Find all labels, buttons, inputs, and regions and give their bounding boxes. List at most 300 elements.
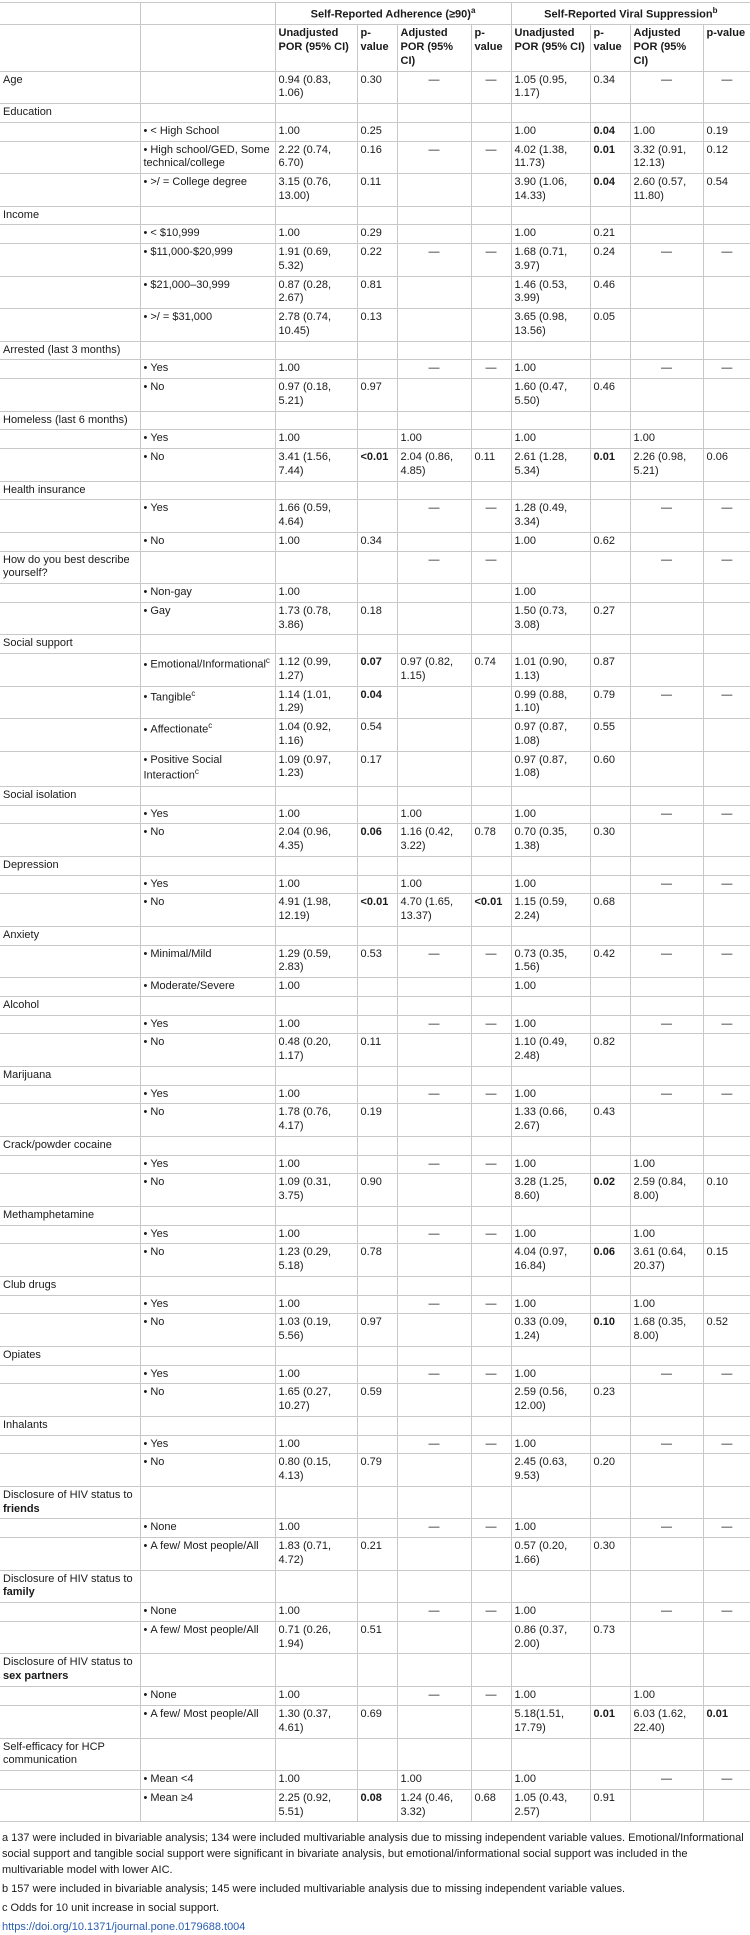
level-label: • Yes <box>140 1365 275 1384</box>
variable-label: Health insurance <box>0 481 140 500</box>
pvalue-cell <box>590 1519 630 1538</box>
por-cell: 2.26 (0.98, 5.21) <box>630 449 703 482</box>
por-cell: 3.32 (0.91, 12.13) <box>630 141 703 174</box>
por-cell: 1.00 <box>630 1687 703 1706</box>
level-label: • $11,000-$20,999 <box>140 244 275 277</box>
pvalue-cell: 0.62 <box>590 532 630 551</box>
por-cell <box>275 1416 357 1435</box>
por-cell: — <box>630 875 703 894</box>
pvalue-cell: <0.01 <box>357 449 397 482</box>
por-cell <box>397 225 471 244</box>
pvalue-cell <box>590 1435 630 1454</box>
header-blank <box>140 25 275 71</box>
pvalue-cell: 0.12 <box>703 141 750 174</box>
variable-label <box>0 500 140 533</box>
level-label: • Yes <box>140 1155 275 1174</box>
por-cell <box>630 379 703 412</box>
por-cell: 2.60 (0.57, 11.80) <box>630 174 703 207</box>
table-row <box>0 786 750 805</box>
variable-label <box>0 719 140 752</box>
pvalue-cell: 0.34 <box>357 532 397 551</box>
table-row <box>0 1206 750 1225</box>
pvalue-cell <box>357 1295 397 1314</box>
pvalue-cell <box>471 875 511 894</box>
doi-link[interactable]: https://doi.org/10.1371/journal.pone.0179688.t004 <box>2 1921 246 1933</box>
pvalue-cell <box>703 276 750 309</box>
por-cell: 4.04 (0.97, 16.84) <box>511 1244 590 1277</box>
por-cell <box>397 309 471 342</box>
por-cell <box>630 786 703 805</box>
pvalue-cell: — <box>471 244 511 277</box>
table-row <box>0 1538 750 1571</box>
pvalue-cell: 0.34 <box>590 71 630 104</box>
level-label: • No <box>140 1034 275 1067</box>
por-cell: 3.28 (1.25, 8.60) <box>511 1174 590 1207</box>
por-cell: 0.87 (0.28, 2.67) <box>275 276 357 309</box>
pvalue-cell <box>590 805 630 824</box>
pvalue-cell <box>703 584 750 603</box>
por-cell <box>397 206 471 225</box>
table-row <box>0 1771 750 1790</box>
por-cell <box>397 1206 471 1225</box>
pvalue-cell <box>357 1155 397 1174</box>
pvalue-cell: 0.60 <box>590 751 630 786</box>
pvalue-cell <box>471 805 511 824</box>
por-cell <box>397 635 471 654</box>
por-cell <box>275 411 357 430</box>
level-label: • No <box>140 449 275 482</box>
por-cell: 1.00 <box>275 1295 357 1314</box>
pvalue-cell <box>703 1654 750 1687</box>
por-cell <box>397 481 471 500</box>
por-cell <box>511 1570 590 1603</box>
pvalue-cell: 0.30 <box>590 824 630 857</box>
table-row <box>0 584 750 603</box>
por-cell <box>511 1654 590 1687</box>
pvalue-cell: — <box>471 1603 511 1622</box>
pvalue-cell <box>357 360 397 379</box>
por-cell: 6.03 (1.62, 22.40) <box>630 1706 703 1739</box>
table-row <box>0 1384 750 1417</box>
level-label: • Minimal/Mild <box>140 945 275 978</box>
level-label: • Yes <box>140 1435 275 1454</box>
level-label: • None <box>140 1519 275 1538</box>
pvalue-cell <box>703 978 750 997</box>
pvalue-cell: — <box>471 551 511 584</box>
pvalue-cell <box>357 500 397 533</box>
table-row <box>0 276 750 309</box>
pvalue-cell <box>703 341 750 360</box>
por-cell <box>630 926 703 945</box>
por-cell: 3.15 (0.76, 13.00) <box>275 174 357 207</box>
pvalue-cell: 0.51 <box>357 1621 397 1654</box>
table-row <box>0 481 750 500</box>
pvalue-cell <box>471 225 511 244</box>
por-cell: — <box>397 1155 471 1174</box>
por-cell: 1.00 <box>511 122 590 141</box>
table-row <box>0 1085 750 1104</box>
level-label: • Non-gay <box>140 584 275 603</box>
pvalue-cell: 0.17 <box>357 751 397 786</box>
por-cell: 1.28 (0.49, 3.34) <box>511 500 590 533</box>
pvalue-cell <box>471 1621 511 1654</box>
por-cell <box>397 1174 471 1207</box>
table-header <box>0 3 750 72</box>
variable-label <box>0 1454 140 1487</box>
pvalue-cell: 0.21 <box>590 225 630 244</box>
level-label: • < $10,999 <box>140 225 275 244</box>
por-cell <box>630 1621 703 1654</box>
pvalue-cell <box>357 1085 397 1104</box>
por-cell: 0.99 (0.88, 1.10) <box>511 686 590 719</box>
level-label <box>140 1738 275 1771</box>
level-label: • No <box>140 532 275 551</box>
pvalue-cell <box>357 1738 397 1771</box>
pvalue-cell <box>471 1570 511 1603</box>
table-row <box>0 1314 750 1347</box>
pvalue-cell <box>590 584 630 603</box>
pvalue-cell: 0.08 <box>357 1789 397 1822</box>
pvalue-cell <box>357 1136 397 1155</box>
variable-label: Self-efficacy for HCP communication <box>0 1738 140 1771</box>
por-cell <box>511 1346 590 1365</box>
pvalue-cell: — <box>471 1015 511 1034</box>
pvalue-cell <box>471 1174 511 1207</box>
level-label: • No <box>140 1384 275 1417</box>
pvalue-cell <box>590 1015 630 1034</box>
pvalue-cell <box>703 635 750 654</box>
footnote: a 137 were included in bivariable analysis; 134 were included multivariable analysis due to missing independent variable values. Emotional/Informational social support and tangible social support were significant in bivariate analysis, but emotional/informational social support was included in the multivariable model with lower AIC. <box>2 1832 744 1877</box>
por-cell <box>275 1654 357 1687</box>
pvalue-cell: 0.42 <box>590 945 630 978</box>
table-row <box>0 449 750 482</box>
pvalue-cell: 0.24 <box>590 244 630 277</box>
pvalue-cell: 0.16 <box>357 141 397 174</box>
table-row <box>0 751 750 786</box>
pvalue-cell: — <box>471 1365 511 1384</box>
por-cell: 0.97 (0.87, 1.08) <box>511 719 590 752</box>
level-label: • Yes <box>140 430 275 449</box>
pvalue-cell <box>590 1155 630 1174</box>
por-cell: 2.61 (1.28, 5.34) <box>511 449 590 482</box>
pvalue-cell <box>703 1416 750 1435</box>
por-cell <box>630 276 703 309</box>
pvalue-cell: 0.22 <box>357 244 397 277</box>
pvalue-cell <box>590 1486 630 1519</box>
por-cell <box>630 1384 703 1417</box>
por-cell <box>630 719 703 752</box>
variable-label <box>0 1034 140 1067</box>
pvalue-cell: 0.74 <box>471 654 511 687</box>
table-row <box>0 1015 750 1034</box>
pvalue-cell: — <box>703 805 750 824</box>
level-label <box>140 206 275 225</box>
pvalue-cell: — <box>471 1155 511 1174</box>
por-cell <box>511 411 590 430</box>
pvalue-cell <box>703 1295 750 1314</box>
col-header-pvalue: p-value <box>357 25 397 71</box>
por-cell: 1.00 <box>275 1603 357 1622</box>
pvalue-cell: 0.01 <box>703 1706 750 1739</box>
por-cell: — <box>397 551 471 584</box>
por-cell: 1.00 <box>511 1771 590 1790</box>
pvalue-cell: 0.46 <box>590 276 630 309</box>
level-label: • Gay <box>140 602 275 635</box>
pvalue-cell <box>357 551 397 584</box>
por-cell <box>397 1454 471 1487</box>
por-cell: — <box>630 1365 703 1384</box>
pvalue-cell <box>703 1136 750 1155</box>
level-label <box>140 1570 275 1603</box>
pvalue-cell: — <box>471 1225 511 1244</box>
por-cell <box>630 1104 703 1137</box>
pvalue-cell <box>471 276 511 309</box>
table-row <box>0 1174 750 1207</box>
table-row <box>0 122 750 141</box>
pvalue-cell: — <box>471 1687 511 1706</box>
variable-label <box>0 686 140 719</box>
level-label: • A few/ Most people/All <box>140 1538 275 1571</box>
table-row <box>0 856 750 875</box>
por-cell: 1.00 <box>275 1771 357 1790</box>
variable-label <box>0 1706 140 1739</box>
table-row <box>0 1519 750 1538</box>
pvalue-cell <box>703 481 750 500</box>
por-cell: 1.09 (0.31, 3.75) <box>275 1174 357 1207</box>
por-cell: 1.78 (0.76, 4.17) <box>275 1104 357 1137</box>
pvalue-cell <box>703 824 750 857</box>
por-cell <box>397 411 471 430</box>
pvalue-cell: 0.11 <box>471 449 511 482</box>
pvalue-cell: 0.54 <box>357 719 397 752</box>
variable-label <box>0 1295 140 1314</box>
pvalue-cell <box>703 1538 750 1571</box>
por-cell <box>630 856 703 875</box>
table-row <box>0 1435 750 1454</box>
pvalue-cell <box>703 104 750 123</box>
pvalue-cell <box>357 635 397 654</box>
por-cell: 1.46 (0.53, 3.99) <box>511 276 590 309</box>
por-cell <box>397 996 471 1015</box>
por-cell <box>630 584 703 603</box>
por-cell <box>630 1416 703 1435</box>
pvalue-cell <box>471 926 511 945</box>
header-blank <box>0 3 140 25</box>
table-row <box>0 805 750 824</box>
pvalue-cell <box>703 1276 750 1295</box>
table-row <box>0 1365 750 1384</box>
group-header-adherence-label: Self-Reported Adherence (≥90) <box>310 8 471 21</box>
table-row <box>0 1738 750 1771</box>
pvalue-cell <box>471 1346 511 1365</box>
por-cell: 1.00 <box>397 1771 471 1790</box>
por-cell <box>275 856 357 875</box>
por-cell: 1.00 <box>275 1155 357 1174</box>
pvalue-cell: 0.21 <box>357 1538 397 1571</box>
table-row <box>0 1225 750 1244</box>
por-cell <box>275 1206 357 1225</box>
pvalue-cell <box>590 875 630 894</box>
por-cell <box>630 309 703 342</box>
variable-label <box>0 1244 140 1277</box>
variable-label: How do you best describe yourself? <box>0 551 140 584</box>
table-row <box>0 996 750 1015</box>
por-cell: 1.00 <box>511 584 590 603</box>
por-cell: 1.00 <box>275 1015 357 1034</box>
pvalue-cell <box>590 786 630 805</box>
por-cell <box>630 1738 703 1771</box>
por-cell: 0.97 (0.18, 5.21) <box>275 379 357 412</box>
table-row <box>0 1136 750 1155</box>
pvalue-cell <box>590 430 630 449</box>
table-row <box>0 1416 750 1435</box>
table-footnotes <box>0 1822 750 1917</box>
por-cell: 1.50 (0.73, 3.08) <box>511 602 590 635</box>
footnote: b 157 were included in bivariable analysis; 145 were included multivariable analysis due to missing independent variable values. <box>2 1883 626 1896</box>
pvalue-cell: 0.97 <box>357 379 397 412</box>
table-row <box>0 1244 750 1277</box>
por-cell <box>630 1276 703 1295</box>
pvalue-cell: — <box>471 71 511 104</box>
pvalue-cell: 0.20 <box>590 1454 630 1487</box>
pvalue-cell <box>590 500 630 533</box>
pvalue-cell: 0.30 <box>590 1538 630 1571</box>
table-row <box>0 686 750 719</box>
por-cell <box>511 1276 590 1295</box>
variable-label: Depression <box>0 856 140 875</box>
table-row <box>0 341 750 360</box>
variable-label <box>0 1687 140 1706</box>
header-blank <box>140 3 275 25</box>
variable-label: Disclosure of HIV status to family <box>0 1570 140 1603</box>
level-label <box>140 1276 275 1295</box>
variable-label: Disclosure of HIV status to friends <box>0 1486 140 1519</box>
level-label: • A few/ Most people/All <box>140 1621 275 1654</box>
table-row <box>0 1789 750 1822</box>
por-cell <box>511 786 590 805</box>
pvalue-cell <box>471 602 511 635</box>
por-cell <box>397 532 471 551</box>
table-row <box>0 1454 750 1487</box>
table-row <box>0 174 750 207</box>
pvalue-cell <box>590 1570 630 1603</box>
por-cell: 2.45 (0.63, 9.53) <box>511 1454 590 1487</box>
pvalue-cell: — <box>703 244 750 277</box>
table-row <box>0 602 750 635</box>
por-cell: 1.00 <box>630 1155 703 1174</box>
por-cell <box>397 1066 471 1085</box>
table-row <box>0 1706 750 1739</box>
por-cell: 1.66 (0.59, 4.64) <box>275 500 357 533</box>
variable-label: Homeless (last 6 months) <box>0 411 140 430</box>
pvalue-cell <box>357 805 397 824</box>
variable-label <box>0 379 140 412</box>
por-cell <box>630 206 703 225</box>
variable-label <box>0 1789 140 1822</box>
pvalue-cell: <0.01 <box>357 894 397 927</box>
level-label <box>140 1654 275 1687</box>
table-row <box>0 551 750 584</box>
por-cell: — <box>397 71 471 104</box>
level-label <box>140 104 275 123</box>
por-cell: 1.00 <box>511 1603 590 1622</box>
pvalue-cell <box>471 856 511 875</box>
por-cell: 1.00 <box>275 805 357 824</box>
por-cell <box>397 379 471 412</box>
pvalue-cell <box>357 206 397 225</box>
por-cell: 3.61 (0.64, 20.37) <box>630 1244 703 1277</box>
pvalue-cell <box>357 786 397 805</box>
por-cell <box>511 551 590 584</box>
pvalue-cell: — <box>471 1295 511 1314</box>
variable-label <box>0 122 140 141</box>
pvalue-cell: 0.07 <box>357 654 397 687</box>
por-cell <box>397 602 471 635</box>
pvalue-cell <box>590 635 630 654</box>
por-cell <box>630 1136 703 1155</box>
pvalue-cell <box>703 1621 750 1654</box>
por-cell <box>511 1136 590 1155</box>
por-cell: — <box>397 1687 471 1706</box>
por-cell: 2.25 (0.92, 5.51) <box>275 1789 357 1822</box>
por-cell: 1.00 <box>511 532 590 551</box>
por-cell: 0.97 (0.87, 1.08) <box>511 751 590 786</box>
pvalue-cell: — <box>471 1519 511 1538</box>
table-row <box>0 430 750 449</box>
pvalue-cell: 0.79 <box>357 1454 397 1487</box>
por-cell: 1.00 <box>630 122 703 141</box>
level-label: • Yes <box>140 1225 275 1244</box>
pvalue-cell <box>471 1104 511 1137</box>
pvalue-cell <box>471 430 511 449</box>
pvalue-cell <box>471 1276 511 1295</box>
por-cell: 1.00 <box>511 1365 590 1384</box>
por-cell <box>397 1416 471 1435</box>
variable-label <box>0 532 140 551</box>
col-header-pvalue: p-value <box>471 25 511 71</box>
pvalue-cell: 0.04 <box>357 686 397 719</box>
por-cell <box>397 1314 471 1347</box>
pvalue-cell <box>471 996 511 1015</box>
pvalue-cell <box>471 379 511 412</box>
level-label: • No <box>140 1174 275 1207</box>
variable-label <box>0 824 140 857</box>
por-cell: 1.00 <box>511 225 590 244</box>
pvalue-cell <box>471 1244 511 1277</box>
pvalue-cell <box>590 1738 630 1771</box>
pvalue-cell <box>357 1771 397 1790</box>
por-cell: 1.00 <box>397 805 471 824</box>
por-cell: — <box>397 360 471 379</box>
por-cell <box>630 1206 703 1225</box>
level-label: • Tangible$^c$ <box>140 686 275 719</box>
table-row <box>0 1034 750 1067</box>
level-label <box>140 1136 275 1155</box>
pvalue-cell: 0.87 <box>590 654 630 687</box>
por-cell: 1.00 <box>275 225 357 244</box>
por-cell: 1.05 (0.43, 2.57) <box>511 1789 590 1822</box>
pvalue-cell <box>590 411 630 430</box>
pvalue-cell <box>590 926 630 945</box>
por-cell: 0.33 (0.09, 1.24) <box>511 1314 590 1347</box>
pvalue-cell: <0.01 <box>471 894 511 927</box>
pvalue-cell: 0.78 <box>471 824 511 857</box>
pvalue-cell: 0.43 <box>590 1104 630 1137</box>
por-cell <box>630 104 703 123</box>
pvalue-cell: 0.82 <box>590 1034 630 1067</box>
por-cell: 1.00 <box>275 584 357 603</box>
por-cell <box>630 225 703 244</box>
